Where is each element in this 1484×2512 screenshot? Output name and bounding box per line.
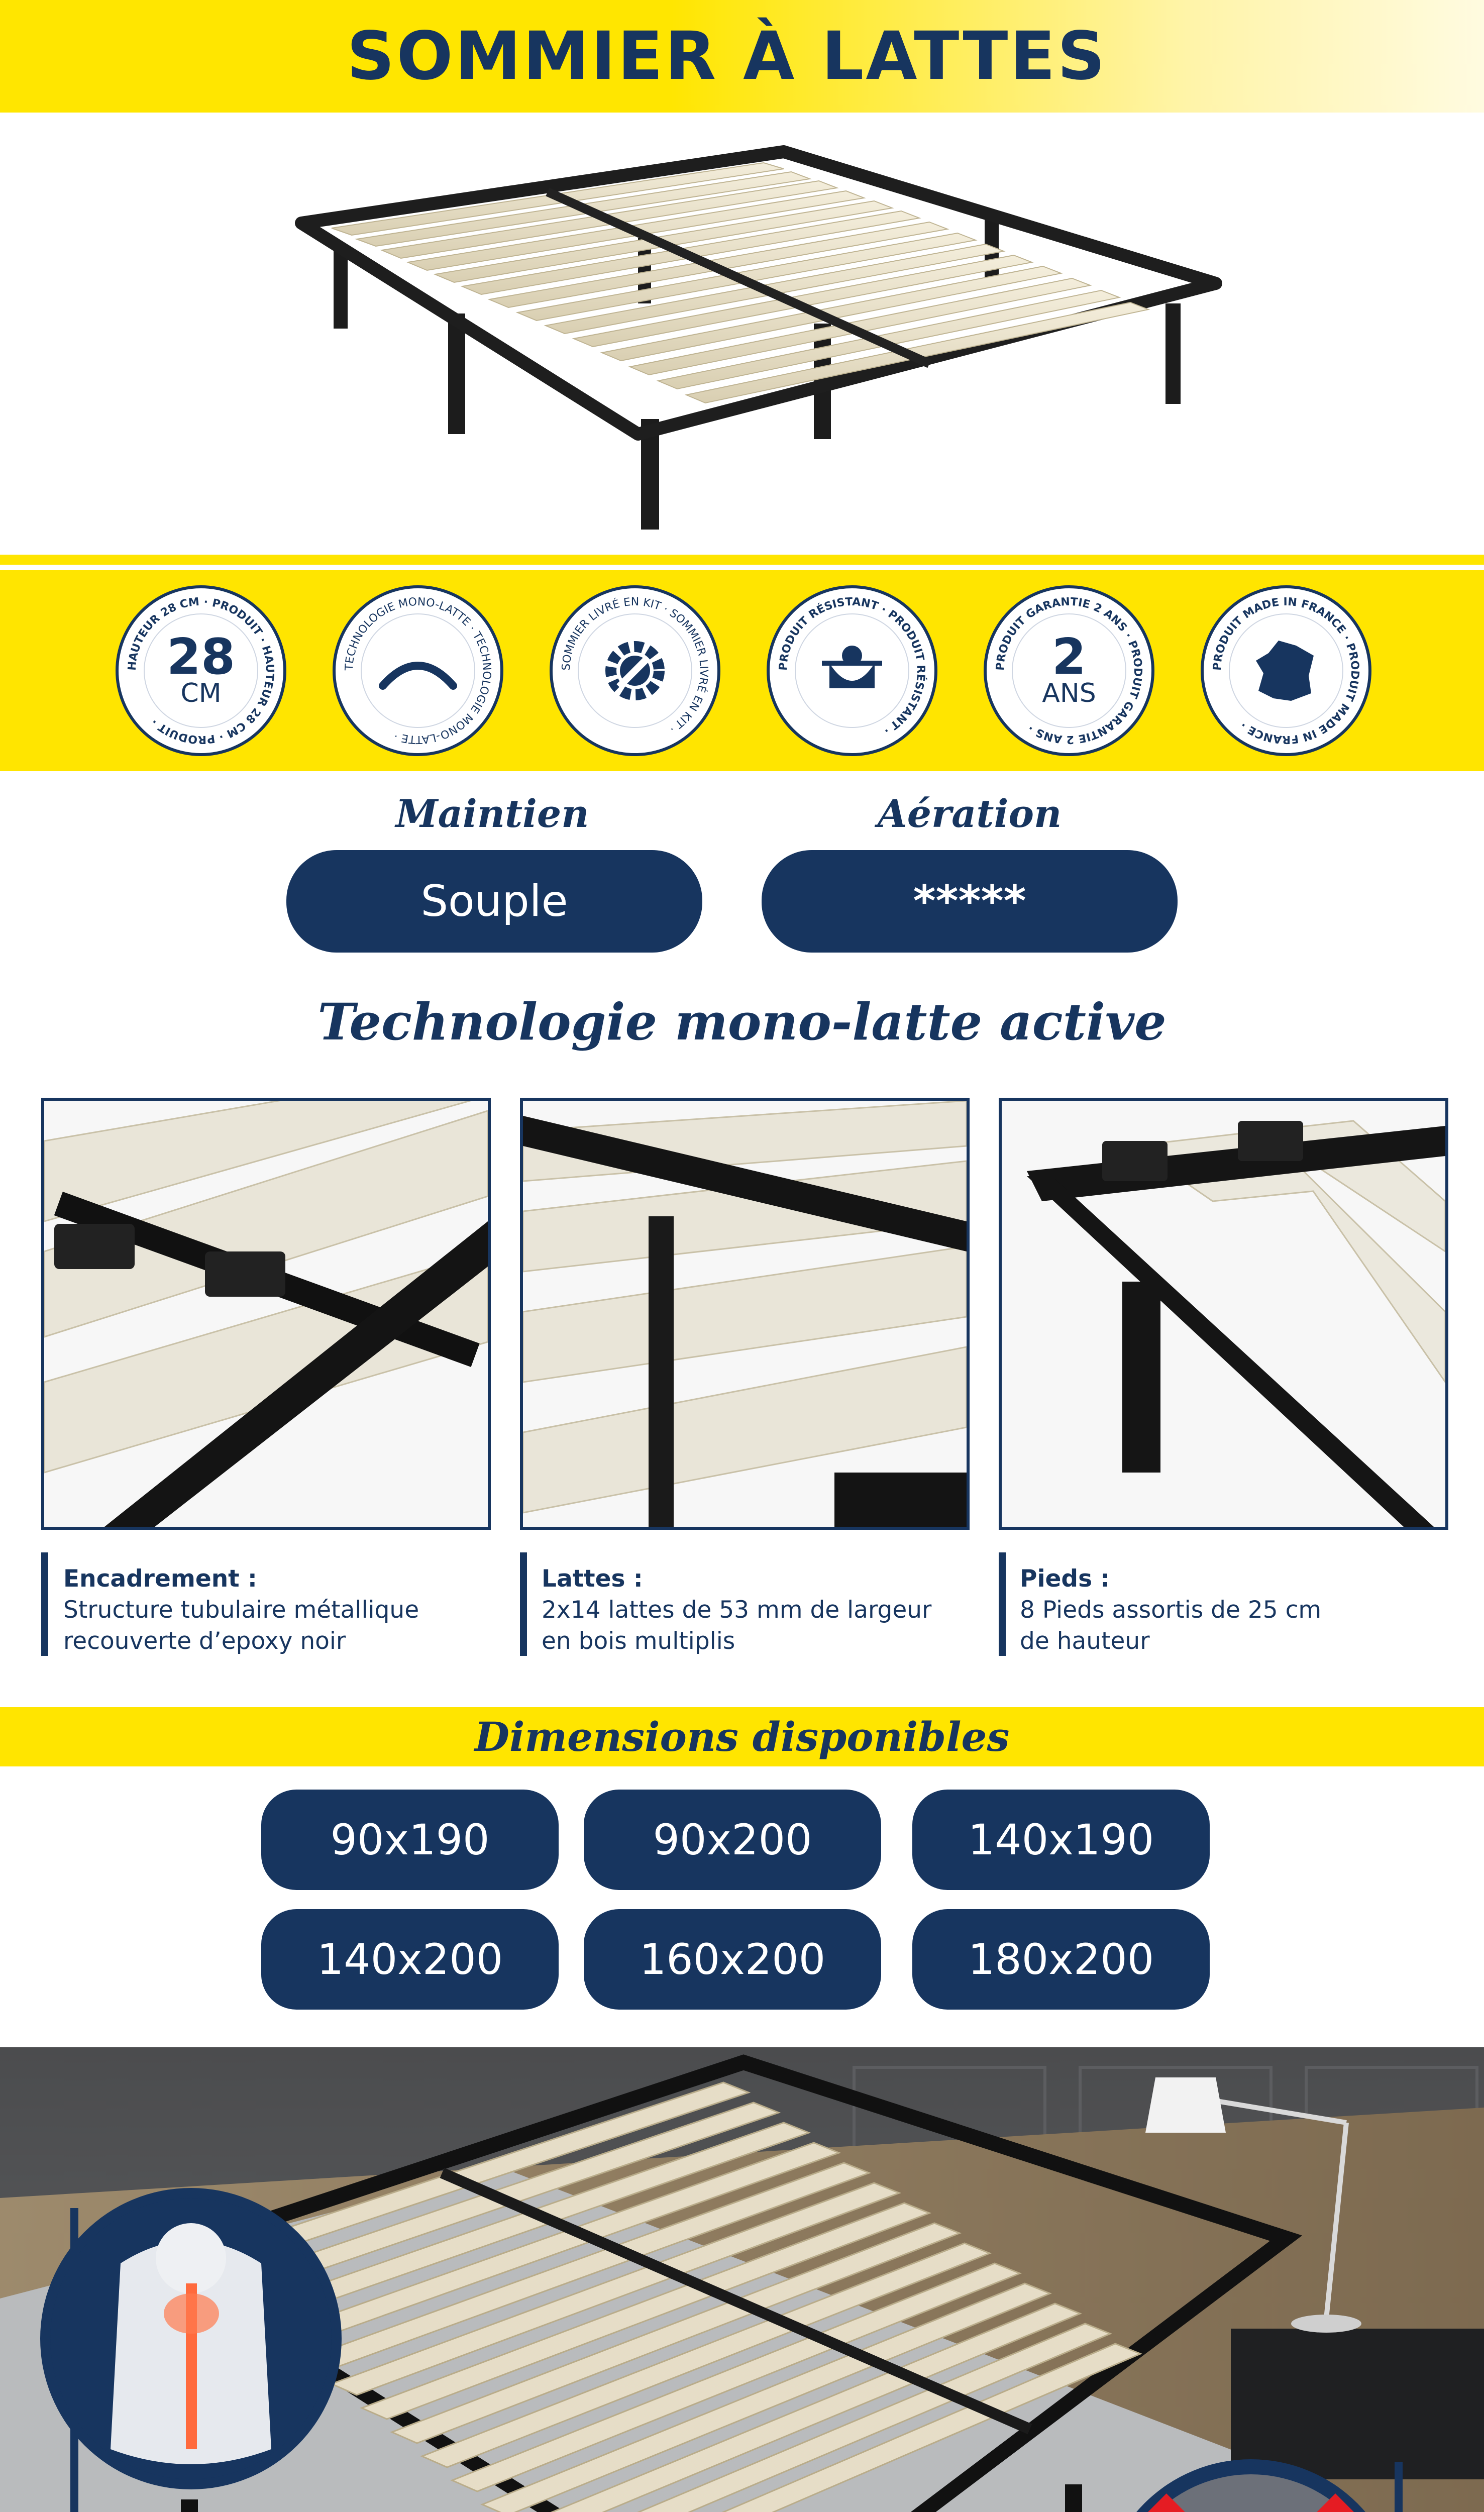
frame-detail-illustration [44,1101,488,1527]
detail-accent-bar [520,1552,527,1656]
detail-line: 2x14 lattes de 53 mm de largeur [542,1596,932,1624]
badge-unit: ANS [1042,678,1096,708]
detail-accent-bar [41,1552,48,1656]
size-option-180x200[interactable]: 180x200 [912,1909,1210,2010]
made-in-france-badge [1201,585,1371,756]
aeration-rating: ***** [762,850,1178,953]
svg-text:PRODUIT MADE IN FRANCE · PRODU: PRODUIT MADE IN FRANCE · PRODUIT MADE IN FRANCE · [1211,595,1361,746]
page-title: SOMMIER À LATTES [347,18,1107,95]
size-option-90x190[interactable]: 90x190 [261,1790,559,1890]
legs-detail-illustration [1002,1101,1445,1527]
gear-wrench-icon [597,633,673,708]
badge-center [578,613,692,728]
detail-accent-bar [999,1552,1006,1656]
frame-detail-image [41,1098,491,1530]
detail-line: de hauteur [1020,1627,1150,1655]
slats-detail-illustration [523,1101,967,1527]
badge-center [795,613,909,728]
detail-line: Structure tubulaire métallique [63,1596,419,1624]
divider-stripe [0,555,1484,565]
height-badge [116,585,286,756]
frame-detail-text [63,1563,475,1657]
mono-latte-badge [333,585,503,756]
kit-badge [550,585,720,756]
maintien-label: Maintien [395,791,589,836]
slats-detail-image [520,1098,970,1530]
detail-title: Pieds : [1020,1565,1110,1593]
france-map-icon [1248,633,1324,708]
badge-unit: CM [180,678,222,708]
maintien-value: Souple [286,850,702,953]
detail-title: Lattes : [542,1565,643,1593]
left-accent-bar [70,2208,78,2512]
svg-text:SOMMIER LIVRÉ EN KIT · SOMMIER: SOMMIER LIVRÉ EN KIT · SOMMIER LIVRÉ EN KIT · [560,595,710,735]
strongman-icon [814,633,890,708]
size-option-160x200[interactable]: 160x200 [584,1909,881,2010]
dimensions-title: Dimensions disponibles [474,1713,1010,1760]
size-option-140x190[interactable]: 140x190 [912,1790,1210,1890]
badge-center [1229,613,1343,728]
right-accent-bar [1395,2462,1403,2512]
detail-line: 8 Pieds assortis de 25 cm [1020,1596,1322,1624]
svg-text:TECHNOLOGIE MONO-LATTE · TECHN: TECHNOLOGIE MONO-LATTE · TECHNOLOGIE MONO-LATTE · [343,595,493,746]
badge-number: 2 [1051,629,1087,686]
badge-center [361,613,475,728]
detail-title: Encadrement : [63,1565,257,1593]
slats-detail-text [542,1563,953,1657]
resistant-badge [767,585,937,756]
bedroom-scene-illustration [0,2047,1484,2512]
aeration-label: Aération [877,791,1062,836]
size-option-90x200[interactable]: 90x200 [584,1790,881,1890]
detail-line: en bois multiplis [542,1627,735,1655]
size-option-140x200[interactable]: 140x200 [261,1909,559,2010]
svg-text:HAUTEUR 28 CM · PRODUIT · HAUT: HAUTEUR 28 CM · PRODUIT · HAUTEUR 28 CM · PRODUIT · [126,595,276,746]
product-image [0,113,1484,555]
legs-detail-text [1020,1563,1432,1657]
svg-text:PRODUIT GARANTIE 2 ANS · PRODU: PRODUIT GARANTIE 2 ANS · PRODUIT GARANTIE 2 ANS · [994,595,1144,746]
badge-number: 28 [166,629,236,686]
bed-frame-illustration [0,113,1484,555]
svg-text:PRODUIT RÉSISTANT · PRODUIT RÉ: PRODUIT RÉSISTANT · PRODUIT RÉSISTANT · [777,595,927,737]
technology-title: Technologie mono-latte active [317,992,1167,1052]
detail-line: recouverte d’epoxy noir [63,1627,346,1655]
bedroom-scene-image [0,2047,1484,2512]
badge-center [1012,613,1126,728]
curved-slat-icon [378,651,458,691]
badge-center [144,613,258,728]
warranty-badge [984,585,1154,756]
legs-detail-image [999,1098,1448,1530]
